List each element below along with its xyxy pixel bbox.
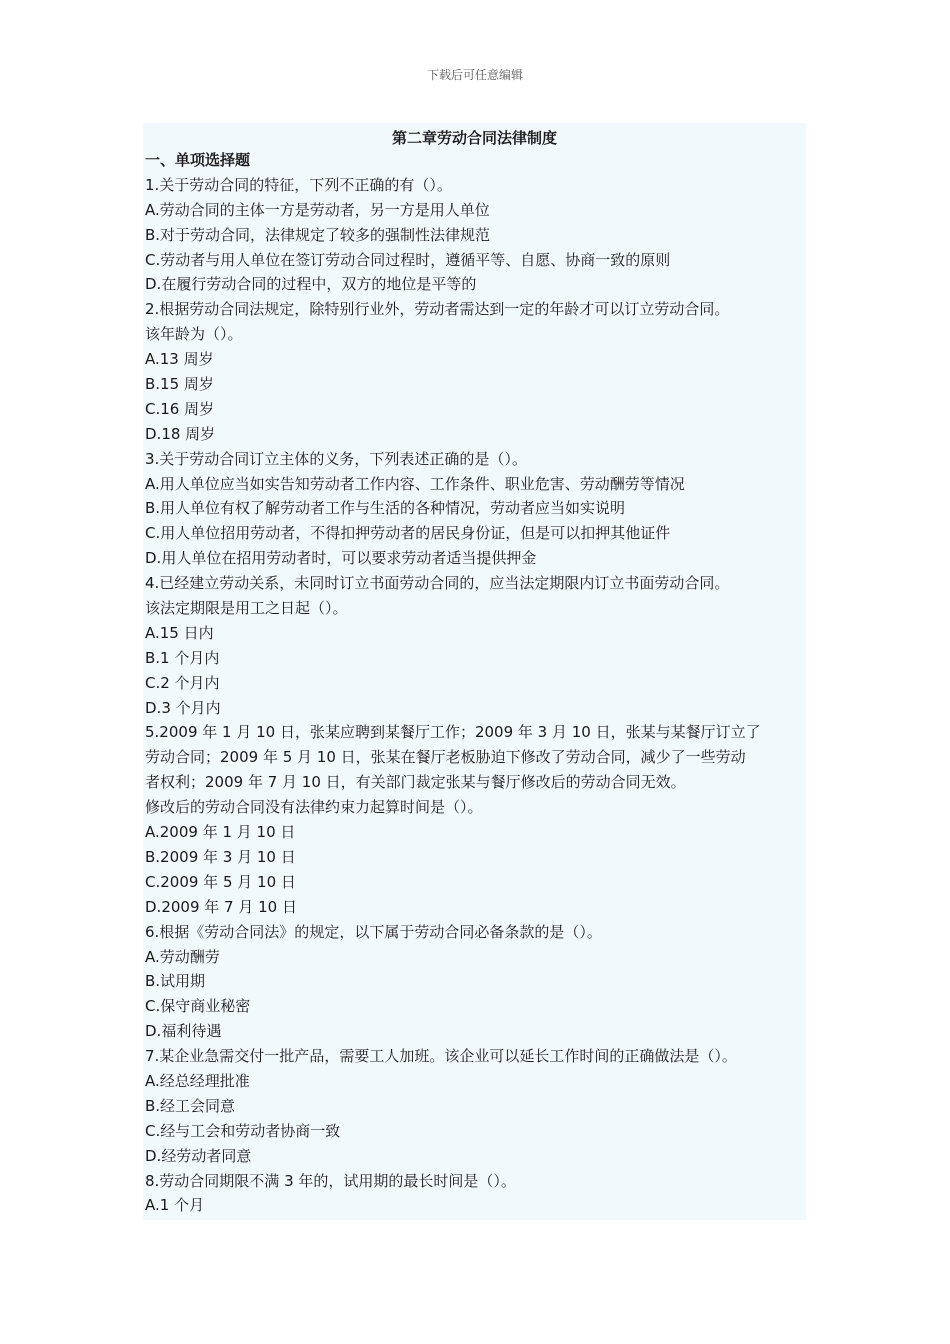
text-line: A.劳动酬劳 — [145, 947, 220, 966]
text-line: A.2009 年 1 月 10 日 — [145, 823, 296, 842]
text-line: D.18 周岁 — [145, 424, 216, 443]
text-line: B.用人单位有权了解劳动者工作与生活的各种情况，劳动者应当如实说明 — [145, 499, 626, 518]
text-line: B.15 周岁 — [145, 375, 214, 394]
text-line: 者权利；2009 年 7 月 10 日，有关部门裁定张某与餐厅修改后的劳动合同无效。 — [145, 773, 686, 792]
text-line: 4.已经建立劳动关系，未同时订立书面劳动合同的，应当法定期限内订立书面劳动合同。 — [145, 574, 730, 593]
text-line: D.经劳动者同意 — [145, 1146, 252, 1165]
text-line: D.2009 年 7 月 10 日 — [145, 897, 297, 916]
text-line: B.对于劳动合同，法律规定了较多的强制性法律规范 — [145, 225, 491, 244]
text-line: 该法定期限是用工之日起（）。 — [145, 599, 348, 618]
text-line: C.保守商业秘密 — [145, 997, 251, 1016]
text-line: A.经总经理批准 — [145, 1071, 250, 1090]
text-line: C.用人单位招用劳动者，不得扣押劳动者的居民身份证，但是可以扣押其他证件 — [145, 524, 671, 543]
text-line: C.16 周岁 — [145, 399, 215, 418]
text-line: A.1 个月 — [145, 1196, 205, 1215]
text-line: A.15 日内 — [145, 623, 214, 642]
text-line: D.在履行劳动合同的过程中，双方的地位是平等的 — [145, 275, 477, 294]
text-line: C.经与工会和劳动者协商一致 — [145, 1121, 341, 1140]
text-line: A.劳动合同的主体一方是劳动者，另一方是用人单位 — [145, 200, 490, 219]
header-note: 下载后可任意编辑 — [426, 68, 523, 82]
text-line: B.经工会同意 — [145, 1096, 236, 1115]
section-heading: 一、单项选择题 — [145, 151, 251, 169]
text-line: B.2009 年 3 月 10 日 — [145, 847, 296, 866]
text-line: 该年龄为（）。 — [145, 325, 243, 344]
text-line: D.福利待遇 — [145, 1022, 222, 1041]
text-line: 6.根据《劳动合同法》的规定，以下属于劳动合同必备条款的是（）。 — [145, 922, 602, 941]
text-line: 5.2009 年 1 月 10 日，张某应聘到某餐厅工作；2009 年 3 月 10 日，张某与某餐厅订立了 — [145, 723, 761, 742]
text-line: B.1 个月内 — [145, 648, 220, 667]
text-line: 劳动合同；2009 年 5 月 10 日，张某在餐厅老板胁迫下修改了劳动合同，减少了一些劳动 — [145, 748, 746, 767]
text-line: 1.关于劳动合同的特征，下列不正确的有（）。 — [145, 175, 452, 194]
text-line: 2.根据劳动合同法规定，除特别行业外，劳动者需达到一定的年龄才可以订立劳动合同。 — [145, 300, 730, 319]
text-line: 3.关于劳动合同订立主体的义务，下列表述正确的是（）。 — [145, 449, 527, 468]
text-line: A.13 周岁 — [145, 350, 214, 369]
text-line: 7.某企业急需交付一批产品，需要工人加班。该企业可以延长工作时间的正确做法是（）。 — [145, 1047, 737, 1066]
text-line: C.2009 年 5 月 10 日 — [145, 872, 296, 891]
text-line: 8.劳动合同期限不满 3 年的，试用期的最长时间是（）。 — [145, 1171, 516, 1190]
text-line: C.劳动者与用人单位在签订劳动合同过程时，遵循平等、自愿、协商一致的原则 — [145, 250, 671, 269]
text-line: A.用人单位应当如实告知劳动者工作内容、工作条件、职业危害、劳动酬劳等情况 — [145, 474, 685, 493]
text-line: B.试用期 — [145, 972, 206, 991]
document-title: 第二章劳动合同法律制度 — [391, 129, 557, 147]
text-line: C.2 个月内 — [145, 673, 220, 692]
text-line: D.用人单位在招用劳动者时，可以要求劳动者适当提供押金 — [145, 549, 537, 568]
text-line: 修改后的劳动合同没有法律约束力起算时间是（）。 — [145, 798, 483, 817]
question-list — [145, 148, 825, 1218]
text-line: D.3 个月内 — [145, 698, 221, 717]
